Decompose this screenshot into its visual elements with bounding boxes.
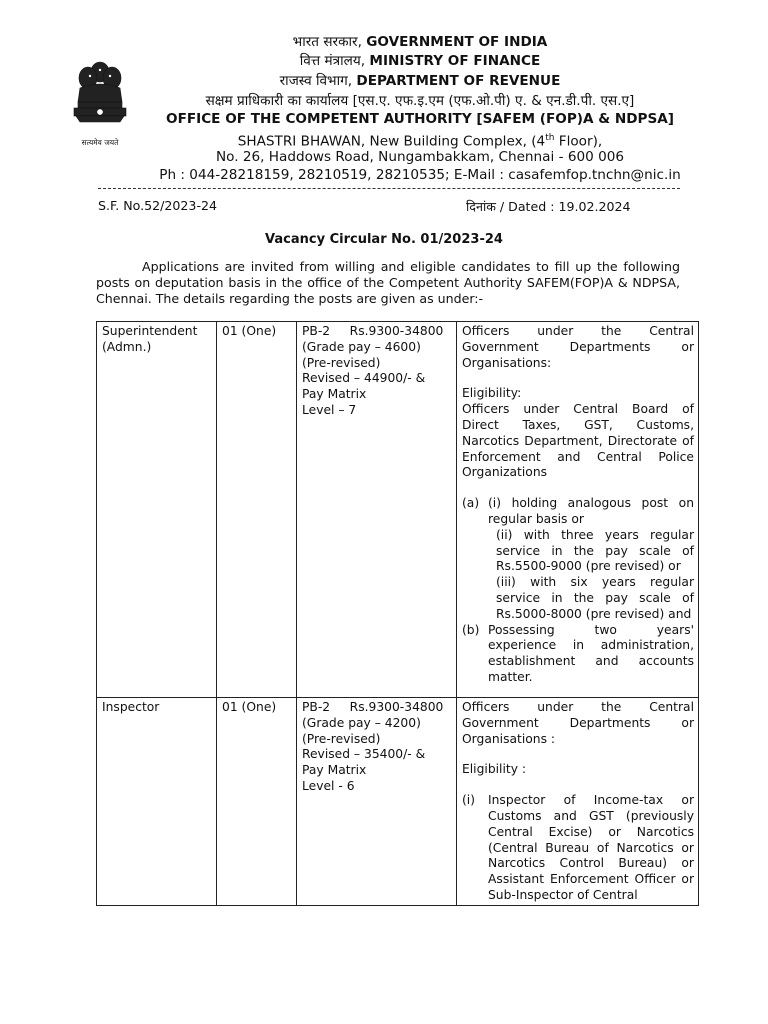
header-dept-hindi: राजस्व विभाग, bbox=[279, 73, 357, 89]
eligibility-cell bbox=[457, 698, 699, 906]
header-line-ministry bbox=[150, 52, 690, 70]
source-text: Officers under the Central Government Departments or Organisations: bbox=[462, 324, 694, 370]
list-text: (i) holding analogous post on regular basis or bbox=[488, 496, 694, 526]
table-row bbox=[97, 322, 699, 698]
posts-table bbox=[96, 321, 699, 906]
list-item bbox=[462, 496, 694, 528]
post-name: Superintendent (Admn.) bbox=[97, 322, 217, 698]
intro-text: Applications are invited from willing and eligible candidates to fill up the following posts on deputation basis in the office of the Competent Authority SAFEM(FOP)A & NDPSA, Chennai. The details regarding the posts are given as under:- bbox=[96, 259, 680, 306]
address-part-b: Floor), bbox=[554, 133, 603, 150]
sub-item: (iii) with six years regular service in the pay scale of Rs.5000-8000 (pre revised) and bbox=[496, 575, 694, 621]
header-gov-english: GOVERNMENT OF INDIA bbox=[366, 34, 548, 50]
pay-line: PB-2 Rs.9300-34800 bbox=[302, 700, 444, 714]
pay-line: Revised – 35400/- & bbox=[302, 747, 426, 762]
header-dept-english: DEPARTMENT OF REVENUE bbox=[356, 73, 561, 89]
post-name: Inspector bbox=[97, 698, 217, 906]
header-divider bbox=[98, 188, 680, 189]
header-line-government bbox=[150, 33, 690, 51]
list-text: Inspector of Income-tax or Customs and GST (previously Central Excise) or Narcotics (Central Bureau of Narcotics or Narcotics Control Bureau) or Assistant Enforcement Officer or Sub-Inspector of Central bbox=[488, 793, 694, 902]
list-item bbox=[462, 623, 694, 686]
list-label: (i) bbox=[462, 793, 476, 808]
list-label: (b) bbox=[462, 622, 480, 637]
header-ministry-hindi: वित्त मंत्रालय, bbox=[299, 53, 370, 69]
address-superscript: th bbox=[545, 133, 555, 143]
table-row bbox=[97, 698, 699, 906]
pay-line: (Pre-revised) bbox=[302, 731, 381, 746]
header-contact: Ph : 044-28218159, 28210519, 28210535; E-Mail : casafemfop.tnchn@nic.in bbox=[159, 167, 681, 183]
date-line: दिनांक / Dated : 19.02.2024 bbox=[466, 199, 631, 214]
list-item bbox=[462, 793, 694, 904]
intro-paragraph bbox=[96, 259, 680, 307]
emblem-motto: सत्यमेव जयते bbox=[81, 138, 119, 147]
pay-line: PB-2 Rs.9300-34800 bbox=[302, 324, 444, 338]
header-office-english: OFFICE OF THE COMPETENT AUTHORITY [SAFEM (FOP)A & NDPSA] bbox=[166, 111, 674, 127]
circular-title: Vacancy Circular No. 01/2023-24 bbox=[265, 232, 503, 247]
source-text: Officers under the Central Government Departments or Organisations : bbox=[462, 700, 694, 746]
pay-line: (Grade pay – 4600) bbox=[302, 339, 421, 354]
header-office-hindi: सक्षम प्राधिकारी का कार्यालय [एस.ए. एफ.इ.एम (एफ.ओ.पी) ए. & एन.डी.पी. एस.ए] bbox=[205, 93, 635, 109]
address-part-a: SHASTRI BHAWAN, New Building Complex, (4 bbox=[237, 133, 546, 150]
national-emblem bbox=[66, 58, 134, 150]
pay-line: Pay Matrix bbox=[302, 763, 367, 778]
pay-line: Pay Matrix bbox=[302, 387, 367, 402]
eligibility-cell bbox=[457, 322, 699, 698]
lion-capital-icon bbox=[66, 58, 134, 136]
vacancy-count: 01 (One) bbox=[217, 322, 297, 698]
pay-scale bbox=[297, 322, 457, 698]
list-label: (a) bbox=[462, 496, 480, 511]
sub-item: (ii) with three years regular service in the pay scale of Rs.5500-9000 (pre revised) or bbox=[496, 527, 694, 574]
eligibility-text: Officers under Central Board of Direct Taxes, GST, Customs, Narcotics Department, Directorate of Enforcement and Central Police Organizations bbox=[462, 402, 694, 480]
pay-line: (Pre-revised) bbox=[302, 355, 381, 370]
pay-scale bbox=[297, 698, 457, 906]
eligibility-label: Eligibility: bbox=[462, 386, 522, 401]
eligibility-label: Eligibility : bbox=[462, 762, 527, 777]
list-text: Possessing two years' experience in administration, establishment and accounts matter. bbox=[488, 622, 694, 684]
pay-line: Level – 7 bbox=[302, 402, 357, 417]
header-gov-hindi: भारत सरकार, bbox=[292, 34, 367, 50]
header-address-street: No. 26, Haddows Road, Nungambakkam, Chennai - 600 006 bbox=[215, 149, 625, 165]
header-ministry-english: MINISTRY OF FINANCE bbox=[369, 53, 541, 69]
header-line-department bbox=[150, 72, 690, 90]
vacancy-count: 01 (One) bbox=[217, 698, 297, 906]
pay-line: Level - 6 bbox=[302, 778, 355, 793]
pay-line: (Grade pay – 4200) bbox=[302, 715, 421, 730]
pay-line: Revised – 44900/- & bbox=[302, 371, 426, 386]
file-number: S.F. No.52/2023-24 bbox=[98, 198, 218, 213]
